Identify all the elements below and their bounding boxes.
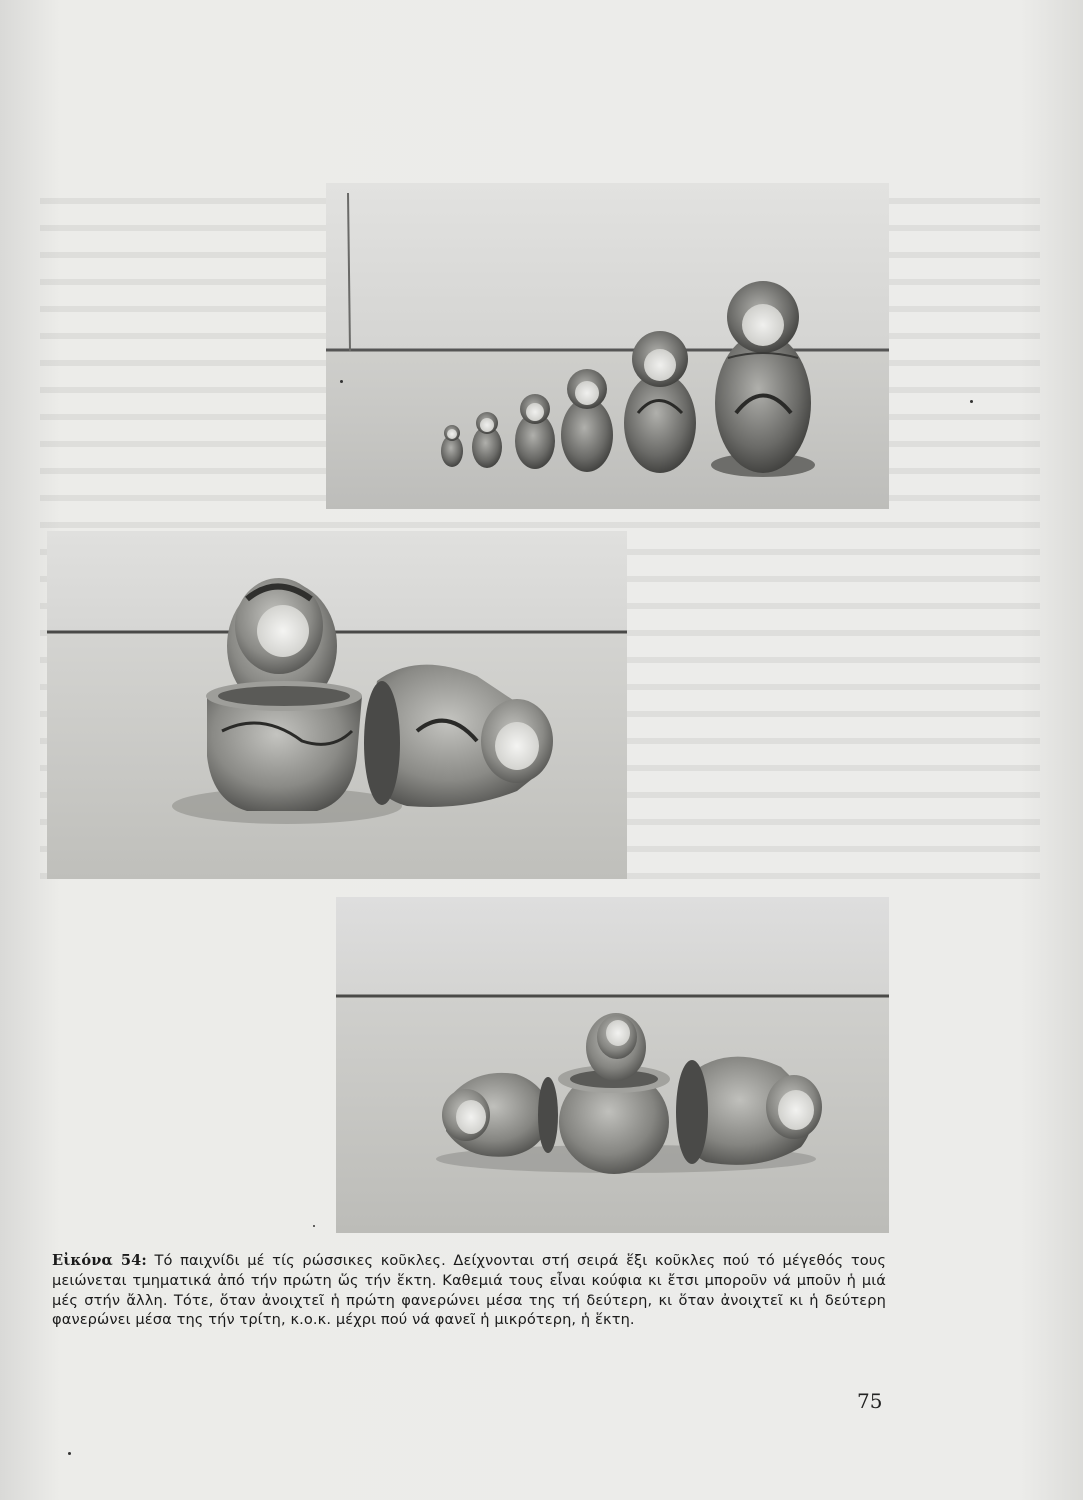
doll-6 [441,425,463,467]
doll-5 [472,412,502,468]
doll-first-bottom-half [206,681,362,811]
scan-speck [68,1452,71,1455]
scan-speck [340,380,343,383]
photo-dolls-nested-open [336,897,889,1233]
photo-dolls-in-row [326,183,889,509]
figure-label: Εἰκόνα 54: [52,1252,147,1269]
figure-caption [52,1251,886,1330]
photo-doll-opened [47,531,627,879]
scan-speck [313,1225,315,1227]
scan-speck [970,400,973,403]
doll-2 [624,331,696,473]
page-number: 75 [857,1389,883,1413]
doll-3 [561,369,613,472]
figure-caption-text: Τό παιχνίδι μέ τίς ρώσσικες κοῦκλες. Δείχνονται στή σειρά ἕξι κοῦκλες πού τό μέγεθός τους μειώνεται τμηματικά ἀπό τήν πρώτη ὥς τήν ἕκτη. Καθεμιά τους εἶναι κούφια κι ἔτσι μποροῦν νά μποῦν ἡ μιά μές στήν ἄλλη. Τότε, ὅταν ἀνοιχτεῖ ἡ πρώτη φανερώνει μέσα της τή δεύτερη, κι ὅταν ἀνοιχτεῖ κι ἡ δεύτερη φανερώνει μέσα της τήν τρίτη, κ.ο.κ. μέχρι πού νά φανεῖ ἡ μικρότερη, ἡ ἕκτη. [52,1252,886,1329]
doll-4 [515,394,555,469]
